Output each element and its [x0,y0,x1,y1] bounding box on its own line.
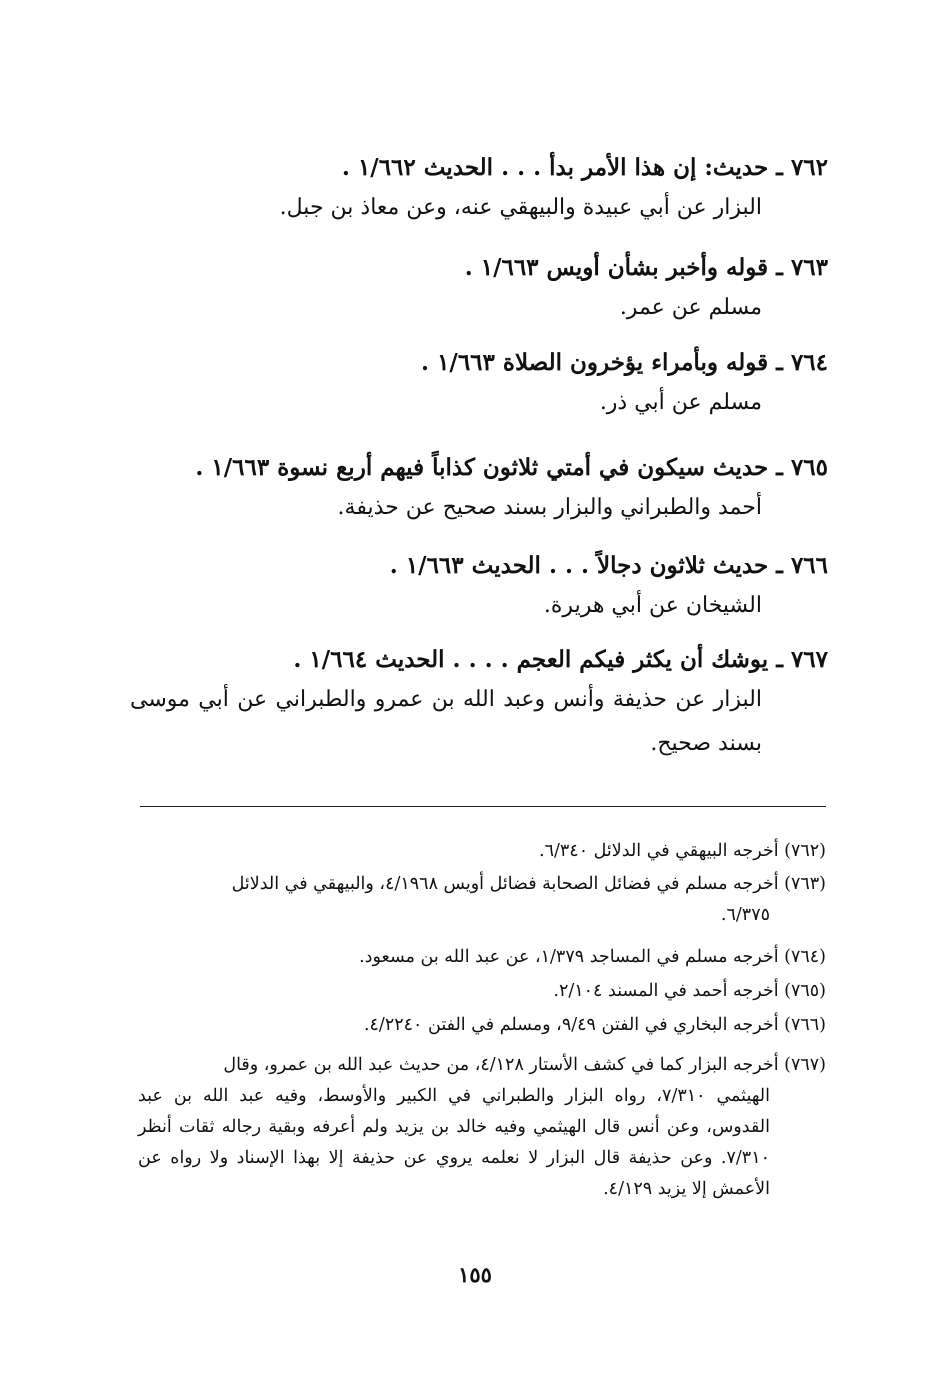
footnote-765 [138,976,826,1007]
entry-source: مسلم عن أبي ذر. [599,390,762,415]
entry-source: مسلم عن عمر. [619,295,762,320]
entry-765 [130,450,828,530]
footnote-766 [138,1010,826,1041]
page-number: ١٥٥ [458,1262,492,1287]
entry-source: أحمد والطبراني والبزار بسند صحيح عن حذيفة. [337,495,762,520]
footnote-763 [138,869,826,931]
entry-source: البزار عن حذيفة وأنس وعبد الله بن عمرو والطبراني عن أبي موسى بسند صحيح. [130,687,762,756]
entry-764 [130,345,828,425]
entry-heading: ٧٦٤ ـ قوله وبأمراء يؤخرون الصلاة ١/٦٦٣ . [421,349,828,376]
footnote-764 [138,942,826,973]
entry-heading: ٧٦٧ ـ يوشك أن يكثر فيكم العجم . . . . الحديث ١/٦٦٤ . [293,646,828,673]
entry-heading: ٧٦٣ ـ قوله وأخبر بشأن أويس ١/٦٦٣ . [464,254,828,281]
entry-heading: ٧٦٥ ـ حديث سيكون في أمتي ثلاثون كذاباً فيهم أربع نسوة ١/٦٦٣ . [195,454,828,481]
footnote-text: (٧٦٦) أخرجه البخاري في الفتن ٩/٤٩، ومسلم في الفتن ٤/٢٢٤٠. [363,1015,826,1035]
footnote-text: (٧٦٥) أخرجه أحمد في المسند ٢/١٠٤. [553,981,826,1001]
footnote-continuation: ٦/٣٧٥. [720,905,770,925]
footnote-text: (٧٦٤) أخرجه مسلم في المساجد ١/٣٧٩، عن عبد الله بن مسعود. [359,947,826,967]
entry-source: البزار عن أبي عبيدة والبيهقي عنه، وعن معاذ بن جبل. [279,195,762,220]
entry-766 [130,548,828,628]
entry-762 [130,150,828,230]
footnote-767 [138,1050,826,1205]
footnote-continuation: الهيثمي ٧/٣١٠، رواه البزار والطبراني في الكبير والأوسط، وفيه عبد الله بن عبد القدوس، وعن أنس قال الهيثمي وفيه خالد بن يزيد ولم أعرفه وبقية رجاله ثقات أنظر ٧/٣١٠. وعن حذيفة قال البزار لا نعلمه يروي عن حذيفة إلا بهذا الإسناد ولا رواه عن الأعمش إلا يزيد ٤/١٢٩. [138,1086,770,1199]
entry-heading: ٧٦٦ ـ حديث ثلاثون دجالاً . . . الحديث ١/٦٦٣ . [389,552,828,579]
footnote-text: (٧٦٣) أخرجه مسلم في فضائل الصحابة فضائل أويس ٤/١٩٦٨، والبيهقي في الدلائل [231,874,826,894]
footnote-762 [138,836,826,867]
entry-767 [130,642,828,766]
footnote-text: (٧٦٧) أخرجه البزار كما في كشف الأستار ٤/١٢٨، من حديث عبد الله بن عمرو، وقال [223,1055,826,1075]
footnote-divider [140,806,826,807]
entry-heading: ٧٦٢ ـ حديث: إن هذا الأمر بدأ . . . الحديث ١/٦٦٢ . [341,154,828,181]
entry-source: الشيخان عن أبي هريرة. [543,593,762,618]
entry-763 [130,250,828,330]
footnote-text: (٧٦٢) أخرجه البيهقي في الدلائل ٦/٣٤٠. [539,841,826,861]
